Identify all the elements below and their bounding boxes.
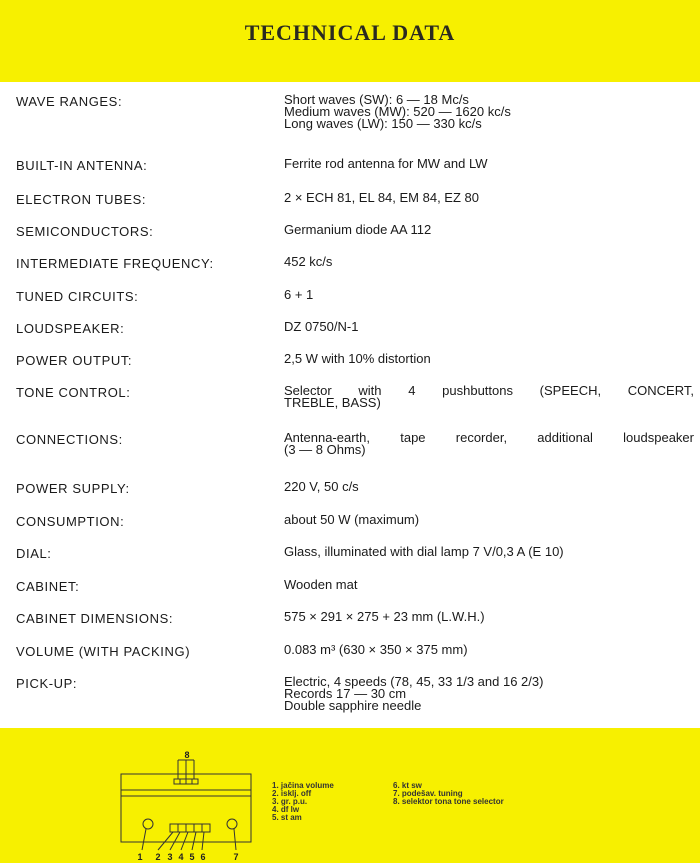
spec-value — [284, 224, 694, 236]
spec-label: INTERMEDIATE FREQUENCY: — [16, 256, 214, 271]
spec-label: POWER OUTPUT: — [16, 353, 133, 368]
spec-value-line: Wooden mat — [284, 577, 358, 592]
spec-label: TONE CONTROL: — [16, 385, 131, 400]
spec-value — [284, 481, 694, 493]
spec-value-line: 452 kc/s — [284, 254, 333, 269]
legend-item: 3. gr. p.u. — [272, 797, 308, 806]
spec-value-line: 2,5 W with 10% distortion — [284, 351, 431, 366]
spec-label: LOUDSPEAKER: — [16, 321, 125, 336]
legend-item: 4. df lw — [272, 805, 300, 814]
footer-band — [0, 728, 700, 863]
spec-label: CONSUMPTION: — [16, 514, 125, 529]
diagram-label-5: 5 — [189, 852, 195, 862]
spec-list — [0, 94, 700, 724]
spec-value-line: Selector with 4 pushbuttons (SPEECH, CONCERT, — [284, 383, 694, 398]
legend-item: 2. isklj. off — [272, 789, 312, 798]
spec-value-line: Medium waves (MW): 520 — 1620 kc/s — [284, 104, 511, 119]
spec-label: DIAL: — [16, 546, 52, 561]
spec-value — [284, 289, 694, 301]
legend-left — [272, 782, 334, 822]
spec-value-line: 6 + 1 — [284, 287, 314, 302]
spec-value-line: (3 — 8 Ohms) — [284, 442, 366, 457]
spec-label: CABINET: — [16, 579, 80, 594]
spec-value-line: 0.083 m³ (630 × 350 × 375 mm) — [284, 642, 468, 657]
spec-label: CONNECTIONS: — [16, 432, 123, 447]
spec-value-line: Ferrite rod antenna for MW and LW — [284, 156, 488, 171]
diagram-label-4: 4 — [178, 852, 184, 862]
legend-item: 6. kt sw — [393, 781, 422, 790]
spec-value — [284, 353, 694, 365]
spec-label: CABINET DIMENSIONS: — [16, 611, 174, 626]
spec-value-line: Double sapphire needle — [284, 698, 422, 713]
radio-front-diagram — [118, 750, 268, 862]
spec-value-line: Glass, illuminated with dial lamp 7 V/0,3 A (E 10) — [284, 544, 564, 559]
spec-label: TUNED CIRCUITS: — [16, 289, 139, 304]
spec-value — [284, 94, 694, 130]
spec-value-line: TREBLE, BASS) — [284, 395, 381, 410]
spec-value-line: Long waves (LW): 150 — 330 kc/s — [284, 116, 482, 131]
volume-knob-shape — [143, 819, 153, 829]
diagram-label-6: 6 — [200, 852, 206, 862]
spec-label: PICK-UP: — [16, 676, 78, 691]
spec-label: BUILT-IN ANTENNA: — [16, 158, 148, 173]
diagram-label-1: 1 — [137, 852, 143, 862]
spec-label: POWER SUPPLY: — [16, 481, 130, 496]
spec-value — [284, 611, 694, 623]
page-title: TECHNICAL DATA — [244, 20, 456, 45]
diagram-label-2: 2 — [155, 852, 161, 862]
spec-value — [284, 192, 694, 204]
spec-value-line: Germanium diode AA 112 — [284, 222, 432, 237]
legend-item: 1. jačina volume — [272, 781, 334, 790]
spec-value-line: 220 V, 50 c/s — [284, 479, 359, 494]
legend-item: 7. podešav. tuning — [393, 789, 463, 798]
selector-buttons-shape — [170, 824, 210, 832]
diagram-label-8: 8 — [184, 750, 190, 760]
spec-value — [284, 514, 694, 526]
spec-value-line: 2 × ECH 81, EL 84, EM 84, EZ 80 — [284, 190, 479, 205]
spec-value-line: DZ 0750/N-1 — [284, 319, 359, 334]
diagram-label-7: 7 — [233, 852, 239, 862]
spec-value — [284, 644, 694, 656]
spec-value — [284, 256, 694, 268]
spec-value-line: Antenna-earth, tape recorder, additional loudspeaker — [284, 430, 694, 445]
diagram-label-3: 3 — [167, 852, 173, 862]
spec-value — [284, 385, 694, 409]
spec-value — [284, 579, 694, 591]
spec-label: ELECTRON TUBES: — [16, 192, 147, 207]
legend-item: 8. selektor tona tone selector — [393, 797, 504, 806]
spec-value — [284, 546, 694, 558]
spec-value — [284, 676, 694, 712]
spec-value-line: Short waves (SW): 6 — 18 Mc/s — [284, 92, 469, 107]
spec-value-line: Electric, 4 speeds (78, 45, 33 1/3 and 16 2/3) — [284, 674, 544, 689]
spec-label: SEMICONDUCTORS: — [16, 224, 154, 239]
legend-item: 5. st am — [272, 813, 302, 822]
spec-value-line: Records 17 — 30 cm — [284, 686, 407, 701]
spec-label: WAVE RANGES: — [16, 94, 123, 109]
spec-value — [284, 432, 694, 456]
tuning-knob-shape — [227, 819, 237, 829]
spec-value-line: about 50 W (maximum) — [284, 512, 420, 527]
spec-value — [284, 158, 694, 170]
spec-value-line: 575 × 291 × 275 + 23 mm (L.W.H.) — [284, 609, 485, 624]
spec-value — [284, 321, 694, 333]
spec-label: VOLUME (WITH PACKING) — [16, 644, 191, 659]
legend-right — [393, 782, 504, 806]
